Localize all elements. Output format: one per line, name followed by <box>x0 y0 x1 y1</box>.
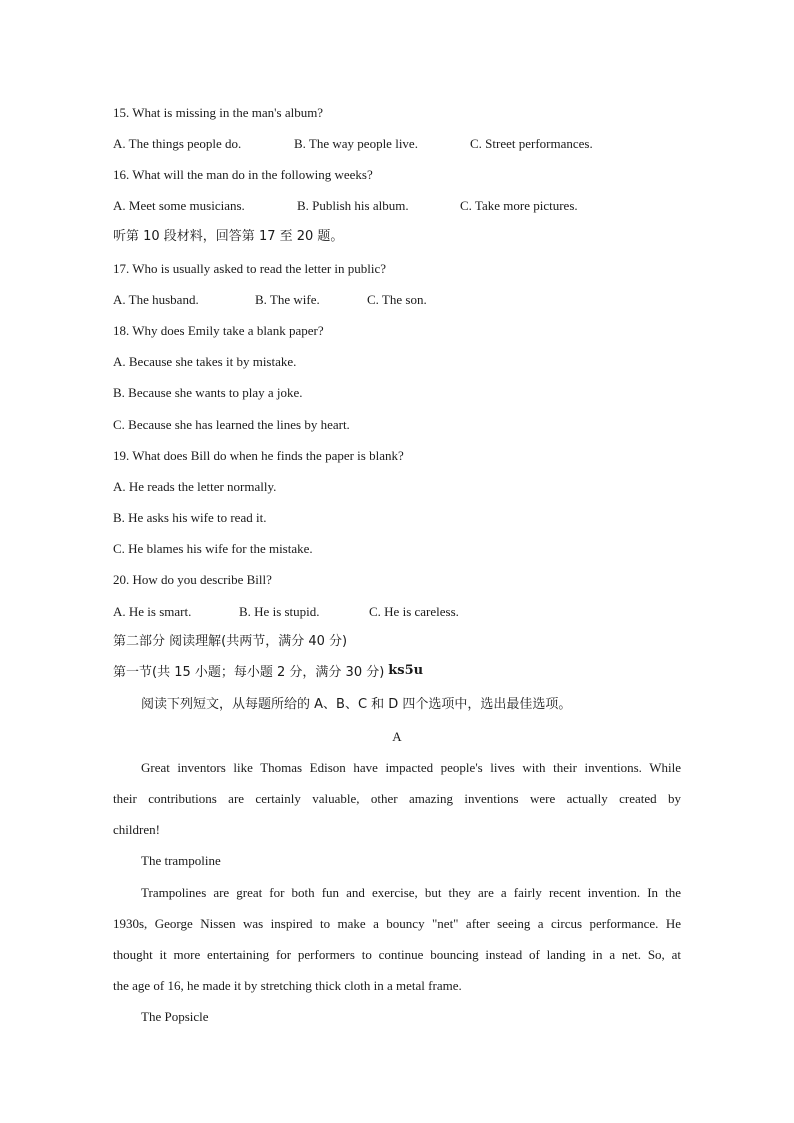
trampoline-line-4: the age of 16, he made it by stretching thick cloth in a metal frame. <box>113 978 462 993</box>
option-a: A. The things people do. <box>113 136 242 151</box>
intro-line-3: children! <box>113 822 160 837</box>
option-c: C. He is careless. <box>369 604 459 619</box>
question-18: 18. Why does Emily take a blank paper? <box>113 323 324 338</box>
option-c: C. Take more pictures. <box>460 198 578 213</box>
question-18-option-a: A. Because she takes it by mistake. <box>113 354 297 369</box>
question-19: 19. What does Bill do when he finds the paper is blank? <box>113 448 404 463</box>
question-17: 17. Who is usually asked to read the letter in public? <box>113 261 387 276</box>
question-19-option-b: B. He asks his wife to read it. <box>113 510 267 525</box>
trampoline-line-3: thought it more entertaining for performers to continue bouncing instead of landing in a net. So, at <box>113 947 681 962</box>
option-c: C. Street performances. <box>470 136 593 151</box>
section-one-text: 第一节(共 15 小题；每小题 2 分，满分 30 分) <box>113 665 385 680</box>
option-c: C. The son. <box>367 292 427 307</box>
question-19-option-c: C. He blames his wife for the mistake. <box>113 541 313 556</box>
watermark-logo: ks5u <box>388 663 424 678</box>
passage-label: A <box>392 729 402 744</box>
question-19-option-a: A. He reads the letter normally. <box>113 479 277 494</box>
question-16: 16. What will the man do in the following weeks? <box>113 167 373 182</box>
section-10-instruction: 听第 10 段材料，回答第 17 至 20 题。 <box>113 229 344 244</box>
option-a: A. He is smart. <box>113 604 192 619</box>
option-a: A. The husband. <box>113 292 199 307</box>
question-16-options <box>113 198 578 214</box>
question-18-option-b: B. Because she wants to play a joke. <box>113 385 303 400</box>
option-b: B. The wife. <box>255 292 320 307</box>
question-15: 15. What is missing in the man's album? <box>113 105 324 120</box>
option-b: B. He is stupid. <box>239 604 320 619</box>
intro-line-2: their contributions are certainly valuable, other amazing inventions were actually created by <box>113 791 681 806</box>
reading-instruction: 阅读下列短文，从每题所给的 A、B、C 和 D 四个选项中，选出最佳选项。 <box>141 697 572 712</box>
heading-popsicle: The Popsicle <box>141 1009 209 1024</box>
question-20-options <box>113 604 459 620</box>
heading-trampoline: The trampoline <box>141 853 221 868</box>
question-20: 20. How do you describe Bill? <box>113 572 272 587</box>
trampoline-line-1: Trampolines are great for both fun and exercise, but they are a fairly recent invention. In the <box>141 885 681 900</box>
trampoline-line-2: 1930s, George Nissen was inspired to make a bouncy "net" after seeing a circus performance. He <box>113 916 681 931</box>
question-15-options <box>113 136 593 152</box>
option-b: B. The way people live. <box>294 136 418 151</box>
question-18-option-c: C. Because she has learned the lines by heart. <box>113 417 350 432</box>
intro-line-1: Great inventors like Thomas Edison have impacted people's lives with their inventions. While <box>141 760 681 775</box>
option-b: B. Publish his album. <box>297 198 409 213</box>
question-17-options <box>113 292 427 308</box>
section-one-heading <box>113 665 423 681</box>
part-two-heading: 第二部分 阅读理解(共两节，满分 40 分) <box>113 634 348 649</box>
option-a: A. Meet some musicians. <box>113 198 245 213</box>
